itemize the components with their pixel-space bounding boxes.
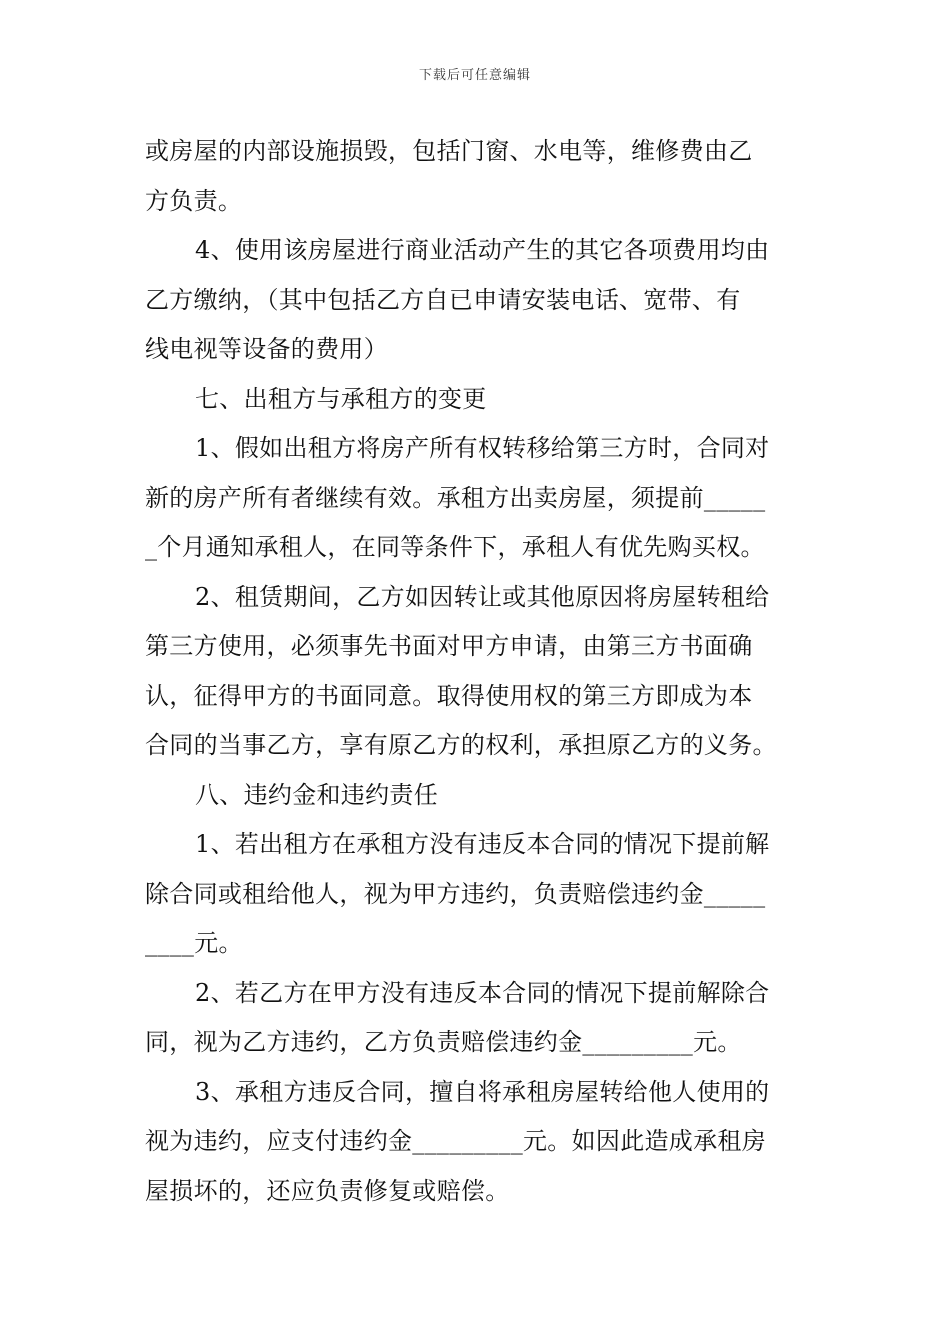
- text-line: 第三方使用，必须事先书面对甲方申请，由第三方书面确: [145, 632, 753, 660]
- clause-8-1-line: 1、若出租方在承租方没有违反本合同的情况下提前解: [195, 830, 770, 858]
- text-line: 新的房产所有者继续有效。承租方出卖房屋，须提前_____: [145, 483, 766, 512]
- text-line: 乙方缴纳，（其中包括乙方自已申请安装电话、宽带、有: [145, 285, 741, 314]
- section-heading-8: 八、违约金和违约责任: [195, 780, 438, 809]
- text-line: 方负责。: [145, 186, 243, 215]
- clause-8-3-line: 3、承租方违反合同，擅自将承租房屋转给他人使用的: [195, 1077, 770, 1106]
- text-line: 或房屋的内部设施损毁，包括门窗、水电等，维修费由乙: [145, 137, 753, 165]
- clause-8-2-line: 2、若乙方在甲方没有违反本合同的情况下提前解除合: [195, 978, 770, 1007]
- text-line: 屋损坏的，还应负责修复或赔偿。: [145, 1176, 510, 1205]
- clause-7-1-line: 1、假如出租方将房产所有权转移给第三方时，合同对: [195, 434, 770, 462]
- document-body: [145, 127, 807, 1216]
- text-line: 认，征得甲方的书面同意。取得使用权的第三方即成为本: [145, 681, 753, 710]
- clause-4-line: 4、使用该房屋进行商业活动产生的其它各项费用均由: [195, 236, 770, 264]
- text-line: 线电视等设备的费用）: [145, 335, 388, 363]
- page-header: 下载后可任意编辑: [418, 68, 531, 83]
- text-line: 除合同或租给他人，视为甲方违约，负责赔偿违约金_____: [145, 879, 766, 908]
- text-line: 视为违约，应支付违约金_________元。如因此造成承租房: [145, 1127, 766, 1155]
- clause-7-2-line: 2、租赁期间，乙方如因转让或其他原因将房屋转租给: [195, 582, 770, 611]
- text-block: [145, 127, 807, 1216]
- text-line: 合同的当事乙方，享有原乙方的权利，承担原乙方的义务。: [145, 731, 777, 759]
- text-line: _个月通知承租人，在同等条件下，承租人有优先购买权。: [145, 533, 765, 561]
- text-line: ____元。: [145, 929, 243, 957]
- section-heading-7: 七、出租方与承租方的变更: [195, 384, 487, 413]
- text-line: 同，视为乙方违约，乙方负责赔偿违约金_________元。: [145, 1028, 742, 1056]
